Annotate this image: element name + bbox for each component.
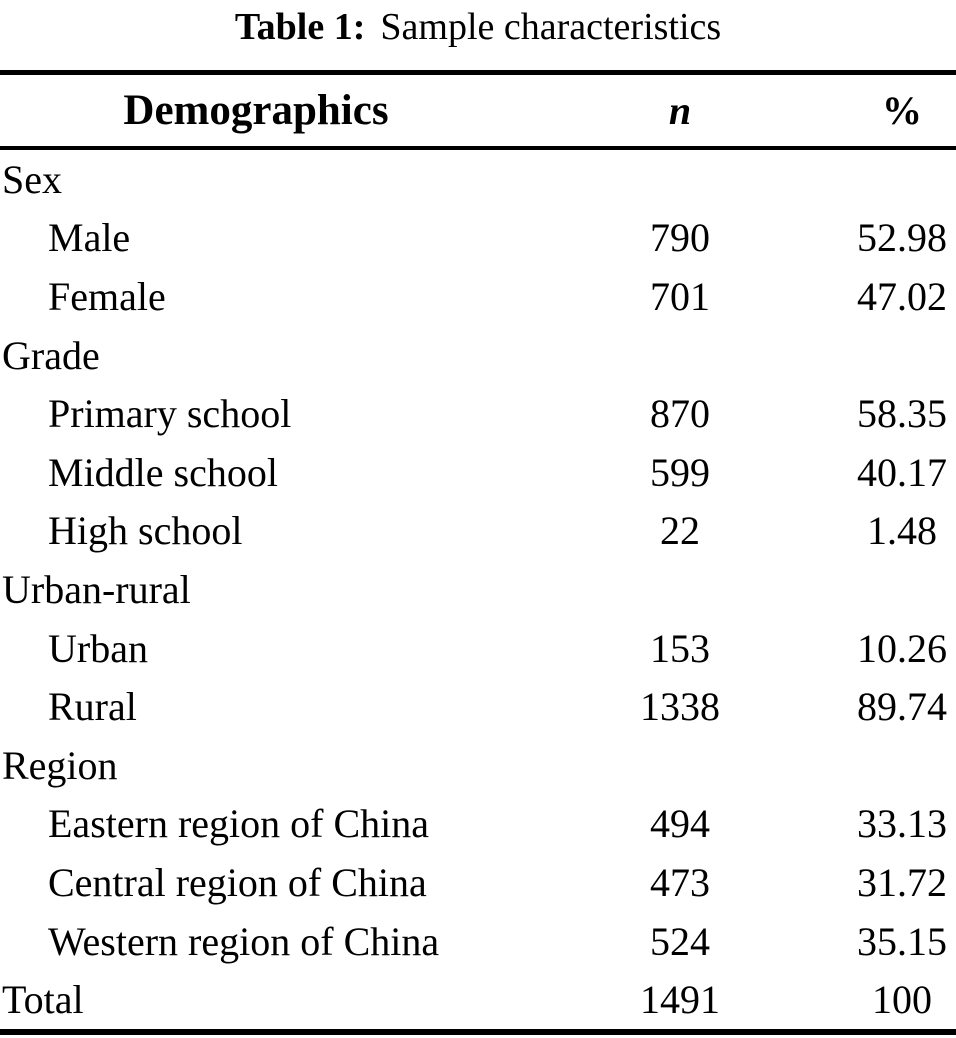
row-percent-value: 89.74 <box>857 684 947 730</box>
table-row <box>0 502 956 561</box>
row-n-value: 790 <box>650 215 710 261</box>
row-label: Sex <box>2 156 62 202</box>
table-row <box>0 326 956 385</box>
row-percent-value: 100 <box>872 977 932 1023</box>
column-header-percent: % <box>882 88 922 133</box>
row-label: Middle school <box>48 449 278 495</box>
table-caption-text: Sample characteristics <box>380 6 722 48</box>
sample-characteristics-table <box>0 70 956 1035</box>
row-label: Urban-rural <box>2 566 191 612</box>
row-percent-value <box>848 326 956 385</box>
row-label: Female <box>48 273 166 319</box>
row-label: Grade <box>2 332 100 378</box>
row-n-value: 701 <box>650 273 710 319</box>
column-header-n: n <box>668 88 692 133</box>
table-row <box>0 209 956 268</box>
table-row <box>0 853 956 912</box>
row-n-value <box>512 560 848 619</box>
table-caption-label: Table 1: <box>234 6 366 48</box>
row-percent-value: 31.72 <box>857 859 947 905</box>
row-n-value: 524 <box>650 918 710 964</box>
row-label: Region <box>2 742 118 788</box>
header-row <box>0 73 956 149</box>
row-n-value: 473 <box>650 859 710 905</box>
row-n-value <box>512 148 848 209</box>
table-caption <box>0 0 956 70</box>
row-label: Western region of China <box>48 918 440 964</box>
row-percent-value: 33.13 <box>857 801 947 847</box>
row-label: Eastern region of China <box>48 801 429 847</box>
row-label: Male <box>48 215 131 261</box>
table-row <box>0 970 956 1032</box>
row-percent-value: 35.15 <box>857 918 947 964</box>
row-n-value: 494 <box>650 801 710 847</box>
row-percent-value: 58.35 <box>857 391 947 437</box>
table-row <box>0 148 956 209</box>
table-row <box>0 619 956 678</box>
row-n-value: 870 <box>650 391 710 437</box>
row-label: Rural <box>48 684 137 730</box>
row-percent-value: 52.98 <box>857 215 947 261</box>
row-n-value: 1338 <box>640 684 720 730</box>
table-row <box>0 384 956 443</box>
column-header-demographics: Demographics <box>123 87 389 134</box>
row-percent-value <box>848 148 956 209</box>
table-row <box>0 443 956 502</box>
row-percent-value: 40.17 <box>857 449 947 495</box>
row-percent-value: 1.48 <box>867 508 937 554</box>
table-row <box>0 677 956 736</box>
row-label: Urban <box>48 625 148 671</box>
row-n-value: 22 <box>660 508 700 554</box>
table-body <box>0 148 956 1032</box>
table-row <box>0 267 956 326</box>
table-row <box>0 736 956 795</box>
table-row <box>0 560 956 619</box>
row-percent-value <box>848 736 956 795</box>
row-n-value: 599 <box>650 449 710 495</box>
row-percent-value: 10.26 <box>857 625 947 671</box>
table-row <box>0 795 956 854</box>
table-row <box>0 912 956 971</box>
row-label: Total <box>2 977 84 1023</box>
row-label: Central region of China <box>48 859 427 905</box>
row-percent-value <box>848 560 956 619</box>
row-percent-value: 47.02 <box>857 273 947 319</box>
row-label: Primary school <box>48 391 292 437</box>
row-n-value: 153 <box>650 625 710 671</box>
row-n-value <box>512 736 848 795</box>
row-label: High school <box>48 508 243 554</box>
row-n-value: 1491 <box>640 977 720 1023</box>
row-n-value <box>512 326 848 385</box>
